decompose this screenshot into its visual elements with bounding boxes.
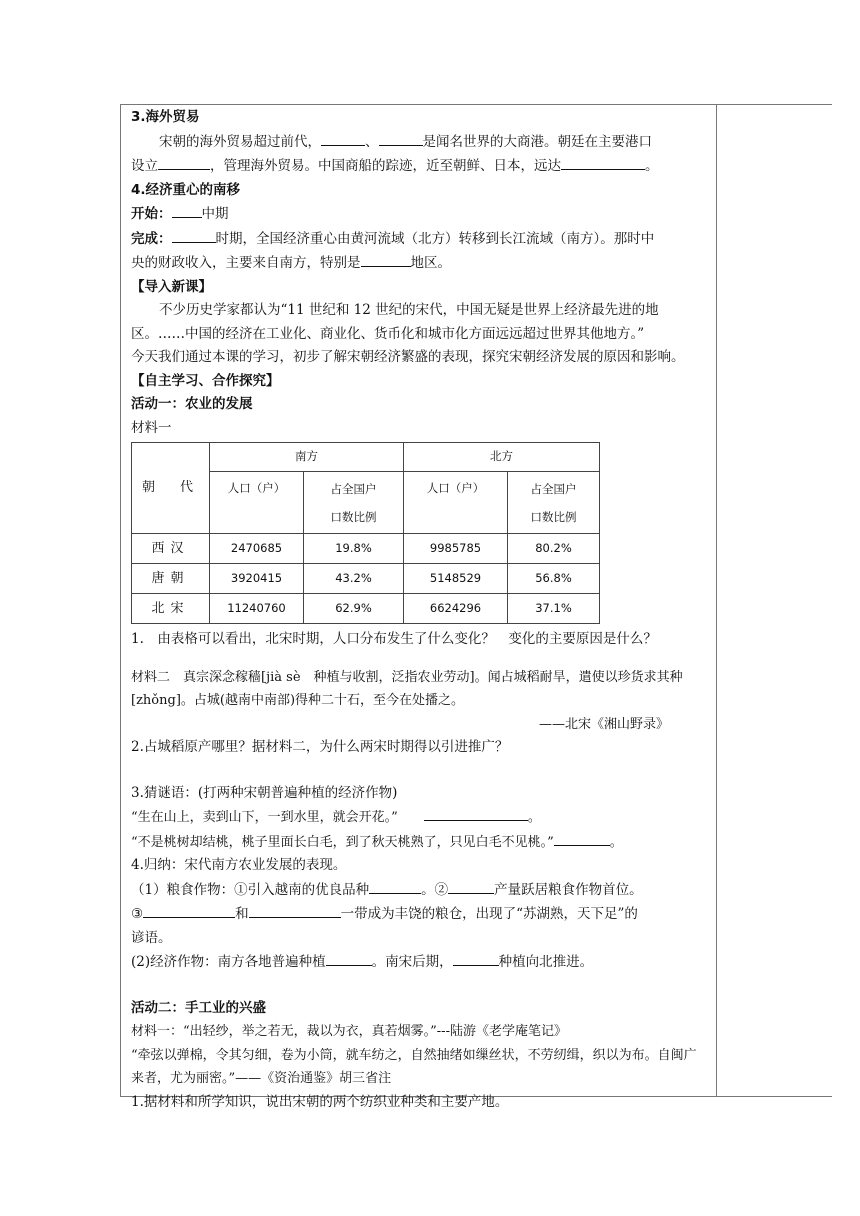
table-row — [132, 564, 600, 594]
dynasty-cell: 西汉 — [132, 534, 210, 564]
north-pop-header: 人口（户） — [404, 472, 508, 534]
north-pct-cell: 37.1% — [508, 594, 600, 624]
intro-paragraph-1: 不少历史学家都认为“11 世纪和 12 世纪的宋代，中国无疑是世界上经济最先进的地区。……中国的经济在工业化、商业化、货币化和城市化方面远远超过世界其他地方。” — [131, 302, 659, 342]
south-pct-cell: 19.8% — [304, 534, 404, 564]
table-row — [132, 534, 600, 564]
south-pct-cell: 62.9% — [304, 594, 404, 624]
question-4-line-4: (2)经济作物：南方各地普遍种植 。南宋后期， 种植向北推进。 — [131, 950, 709, 975]
blank[interactable] — [361, 251, 411, 267]
blank[interactable] — [379, 130, 423, 146]
worksheet-content — [131, 106, 709, 1114]
north-pop-cell: 9985785 — [404, 534, 508, 564]
material1-label: 材料一 — [131, 419, 172, 436]
material2-source: ——北宋《湘山野录》 — [538, 716, 669, 732]
blank[interactable] — [448, 878, 494, 894]
answer-space[interactable] — [131, 652, 709, 666]
activity2-material-2: “牵弦以弹棉，令其匀细，卷为小筒，就车纺之，自然抽绪如缫丝状，不劳纫缉，织以为布。自闽广来者，尤为丽密。”——《资治通鉴》胡三省注 — [131, 1047, 697, 1086]
south-pop-cell: 11240760 — [210, 594, 304, 624]
activity1-heading: 活动一：农业的发展 — [131, 396, 253, 412]
intro-heading: 【导入新课】 — [131, 278, 212, 295]
north-share-header: 占全国户 口数比例 — [508, 472, 600, 534]
table-header-row — [132, 443, 600, 472]
question-4-title: 4.归纳：宋代南方农业发展的表现。 — [131, 857, 347, 873]
activity2-heading: 活动二：手工业的兴盛 — [131, 999, 266, 1016]
section4-done-cont: 央的财政收入，主要来自南方，特别是 地区。 — [131, 251, 709, 276]
north-header: 北方 — [404, 443, 600, 472]
blank[interactable] — [321, 130, 365, 146]
intro-paragraph-2: 今天我们通过本课的学习，初步了解宋朝经济繁盛的表现，探究宋朝经济发展的原因和影响。 — [131, 349, 685, 365]
south-pop-cell: 3920415 — [210, 564, 304, 594]
activity2-question-1: 1.据材料和所学知识，说出宋朝的两个纺织业种类和主要产地。 — [131, 1093, 509, 1110]
study-heading: 【自主学习、合作探究】 — [131, 372, 280, 389]
blank[interactable] — [172, 202, 202, 218]
dynasty-cell: 北宋 — [132, 594, 210, 624]
blank[interactable] — [554, 830, 610, 846]
blank[interactable] — [561, 154, 645, 170]
material2-text: 材料二 真宗深念稼穑[jià sè 种植与收割，泛指农业劳动]。闻占城稻耐旱，遣使以珍货求其种[zhǒng]。占城(越南中南部)得种二十石，至今在处播之。 — [131, 669, 683, 708]
blank[interactable] — [143, 902, 235, 918]
blank[interactable] — [424, 805, 528, 821]
north-pct-cell: 80.2% — [508, 534, 600, 564]
answer-space[interactable] — [131, 760, 709, 782]
section3-paragraph: 宋朝的海外贸易超过前代， 、 是闻名世界的大商港。朝廷在主要港口 — [131, 130, 709, 155]
dynasty-cell: 唐朝 — [132, 564, 210, 594]
question-4-line-2: ③ 和 一带成为丰饶的粮仓，出现了“苏湖熟，天下足”的 — [131, 902, 709, 927]
table-border-top — [120, 104, 832, 105]
south-pop-cell: 2470685 — [210, 534, 304, 564]
question-3-title: 3.猜谜语：(打两种宋朝普遍种植的经济作物) — [131, 784, 398, 801]
blank[interactable] — [172, 227, 216, 243]
table-border-left — [120, 104, 121, 1096]
question-4-line-1: （1）粮食作物：①引入越南的优良品种 。② 产量跃居粮食作物首位。 — [131, 878, 709, 903]
north-pop-cell: 6624296 — [404, 594, 508, 624]
north-pct-cell: 56.8% — [508, 564, 600, 594]
riddle-2: “不是桃树却结桃，桃子里面长白毛，到了秋天桃熟了，只见白毛不见桃。” 。 — [131, 830, 709, 855]
section3-heading: 3.海外贸易 — [131, 109, 200, 125]
section4-start: 开始： 中期 — [131, 202, 709, 227]
population-table — [131, 442, 600, 624]
question-4-line-3: 谚语。 — [131, 929, 172, 946]
south-pop-header: 人口（户） — [210, 472, 304, 534]
section3-paragraph-cont: 设立 ，管理海外贸易。中国商船的踪迹，近至朝鲜、日本，远达 。 — [131, 154, 709, 179]
question-1: 1. 由表格可以看出，北宋时期，人口分布发生了什么变化？ 变化的主要原因是什么？ — [131, 631, 657, 647]
question-2: 2.占城稻原产哪里？据材料二，为什么两宋时期得以引进推广？ — [131, 739, 509, 755]
blank[interactable] — [158, 154, 210, 170]
answer-space[interactable] — [131, 975, 709, 997]
south-header: 南方 — [210, 443, 404, 472]
south-pct-cell: 43.2% — [304, 564, 404, 594]
dynasty-header: 朝 代 — [132, 443, 210, 534]
blank[interactable] — [369, 878, 421, 894]
north-pop-cell: 5148529 — [404, 564, 508, 594]
south-share-header: 占全国户 口数比例 — [304, 472, 404, 534]
table-row — [132, 594, 600, 624]
table-border-divider — [716, 104, 717, 1096]
activity2-material-1: 材料一：“出轻纱，举之若无，裁以为衣，真若烟雾。”---陆游《老学庵笔记》 — [131, 1024, 567, 1039]
section4-done: 完成： 时期，全国经济重心由黄河流域（北方）转移到长江流域（南方）。那时中 — [131, 227, 709, 252]
blank[interactable] — [326, 950, 372, 966]
riddle-1: “生在山上，卖到山下，一到水里，就会开花。” 。 — [131, 805, 709, 830]
blank[interactable] — [249, 902, 341, 918]
blank[interactable] — [453, 950, 499, 966]
section4-heading: 4.经济重心的南移 — [131, 181, 241, 198]
